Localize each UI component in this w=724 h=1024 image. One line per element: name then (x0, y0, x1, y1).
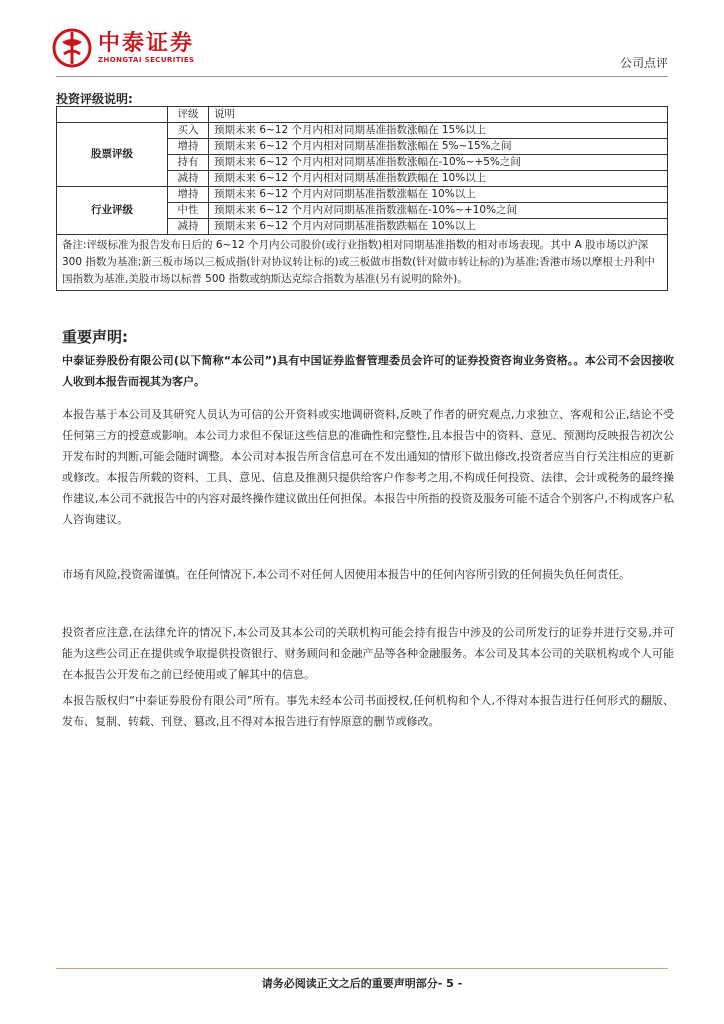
footer-notice: 请务必阅读正文之后的重要声明部分 (261, 977, 438, 990)
brand-name-en: ZHONGTAI SECURITIES (98, 55, 195, 64)
desc-cell: 预期未来 6~12 个月内相对同期基准指数涨幅在-10%~+5%之间 (209, 155, 668, 171)
grade-cell: 持有 (168, 155, 209, 171)
desc-cell: 预期未来 6~12 个月内相对同期基准指数跌幅在 10%以上 (209, 171, 668, 187)
table-row (57, 123, 668, 139)
footer (0, 975, 724, 991)
declaration-title: 重要声明: (62, 328, 128, 346)
rating-note: 备注:评级标准为报告发布日后的 6~12 个月内公司股价(或行业指数)相对同期基准指数的相对市场表现。其中 A 股市场以沪深 300 指数为基准;新三板市场以三板成指(针对协议转让标的)或三板做市指数(针对做市转让标的)为基准;香港市场以摩根士丹利中国指数为基准,美股市场以标普 500 指数或纳斯达克综合指数为基准(另有说明的除外)。 (57, 235, 668, 291)
table-note-row (57, 235, 668, 291)
footer-divider (56, 968, 668, 969)
declaration-paragraph-qualification: 中泰证券股份有限公司(以下简称“本公司”)具有中国证券监督管理委员会许可的证券投资咨询业务资格。。本公司不会因接收人收到本报告而视其为客户。 (62, 354, 674, 388)
desc-cell: 预期未来 6~12 个月内相对同期基准指数涨幅在 15%以上 (209, 123, 668, 139)
company-logo (52, 28, 195, 68)
report-type-label: 公司点评 (619, 56, 668, 70)
rating-section-title: 投资评级说明: (56, 92, 133, 106)
desc-cell: 预期未来 6~12 个月内对同期基准指数涨幅在-10%~+10%之间 (209, 203, 668, 219)
declaration-paragraph-conflict: 投资者应注意,在法律允许的情况下,本公司及其本公司的关联机构可能会持有报告中涉及的公司所发行的证券并进行交易,并可能为这些公司正在提供或争取提供投资银行、财务顾问和金融产品等各种金融服务。本公司及其本公司的关联机构或个人可能在本报告公开发布之前已经使用或了解其中的信息。 (62, 626, 674, 681)
table-head-desc: 说明 (209, 107, 668, 123)
grade-cell: 减持 (168, 219, 209, 235)
grade-cell: 增持 (168, 187, 209, 203)
grade-cell: 增持 (168, 139, 209, 155)
table-head-grade: 评级 (168, 107, 209, 123)
page-number: - 5 - (437, 977, 463, 990)
zhongtai-logo-icon (52, 28, 92, 68)
declaration-paragraph-basis: 本报告基于本公司及其研究人员认为可信的公开资料或实地调研资料,反映了作者的研究观点,力求独立、客观和公正,结论不受任何第三方的授意或影响。本公司力求但不保证这些信息的准确性和完整性,且本报告中的资料、意见、预测均反映报告初次公开发布时的判断,可能会随时调整。本公司对本报告所含信息可在不发出通知的情形下做出修改,投资者应当自行关注相应的更新或修改。本报告所载的资料、工具、意见、信息及推测只提供给客户作参考之用,不构成任何投资、法律、会计或税务的最终操作建议,本公司不就报告中的内容对最终操作建议做出任何担保。本报告中所指的投资及服务可能不适合个别客户,不构成客户私人咨询建议。 (62, 408, 674, 526)
grade-cell: 减持 (168, 171, 209, 187)
table-row (57, 187, 668, 203)
grade-cell: 中性 (168, 203, 209, 219)
grade-cell: 买入 (168, 123, 209, 139)
desc-cell: 预期未来 6~12 个月内对同期基准指数跌幅在 10%以上 (209, 219, 668, 235)
desc-cell: 预期未来 6~12 个月内对同期基准指数涨幅在 10%以上 (209, 187, 668, 203)
declaration-paragraph-risk: 市场有风险,投资需谨慎。在任何情况下,本公司不对任何人因使用本报告中的任何内容所引致的任何损失负任何责任。 (62, 568, 630, 581)
table-header-row (57, 107, 668, 123)
declaration-paragraph-copyright: 本报告版权归“中泰证券股份有限公司”所有。事先未经本公司书面授权,任何机构和个人,不得对本报告进行任何形式的翻版、发布、复制、转载、刊登、篡改,且不得对本报告进行有悖原意的删节或修改。 (62, 694, 674, 728)
industry-rating-category: 行业评级 (57, 187, 168, 235)
header-divider (56, 76, 668, 77)
rating-table (56, 106, 668, 291)
desc-cell: 预期未来 6~12 个月内相对同期基准指数涨幅在 5%~15%之间 (209, 139, 668, 155)
stock-rating-category: 股票评级 (57, 123, 168, 187)
brand-name-cn: 中泰证券 (98, 30, 195, 56)
